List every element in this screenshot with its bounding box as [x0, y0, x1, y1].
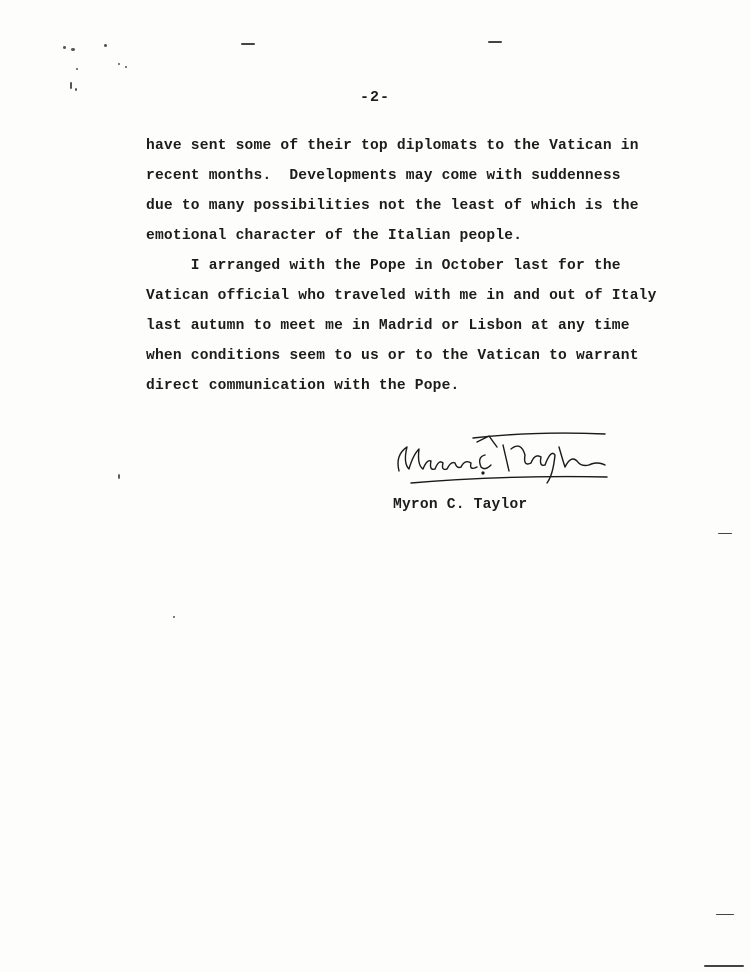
scan-mark: [488, 41, 502, 43]
scan-mark: [716, 914, 734, 915]
body-line-5: I arranged with the Pope in October last for the: [146, 258, 621, 274]
scan-speck: [71, 48, 75, 51]
scan-speck: [76, 68, 78, 70]
body-line-3: due to many possibilities not the least of which is the: [146, 198, 639, 214]
body-line-4: emotional character of the Italian people.: [146, 228, 523, 244]
scan-speck: [118, 63, 120, 65]
scan-speck: [104, 44, 107, 47]
scan-mark: [718, 533, 732, 534]
body-line-8: when conditions seem to us or to the Vatican to warrant: [146, 348, 639, 364]
scan-speck: [173, 616, 175, 618]
body-line-2: recent months. Developments may come with suddenness: [146, 168, 621, 184]
scan-speck: [125, 66, 127, 68]
typed-signature-name: Myron C. Taylor: [393, 497, 528, 513]
scan-speck: [118, 474, 120, 479]
handwritten-signature: [385, 425, 625, 495]
scan-speck: [70, 82, 72, 89]
body-line-9: direct communication with the Pope.: [146, 378, 460, 394]
body-line-6: Vatican official who traveled with me in and out of Italy: [146, 288, 657, 304]
scan-speck: [63, 46, 66, 49]
scan-mark: [704, 965, 744, 967]
body-line-1: have sent some of their top diplomats to the Vatican in: [146, 138, 639, 154]
body-line-7: last autumn to meet me in Madrid or Lisbon at any time: [146, 318, 630, 334]
page-number: -2-: [359, 89, 390, 106]
scan-mark: [241, 43, 255, 45]
